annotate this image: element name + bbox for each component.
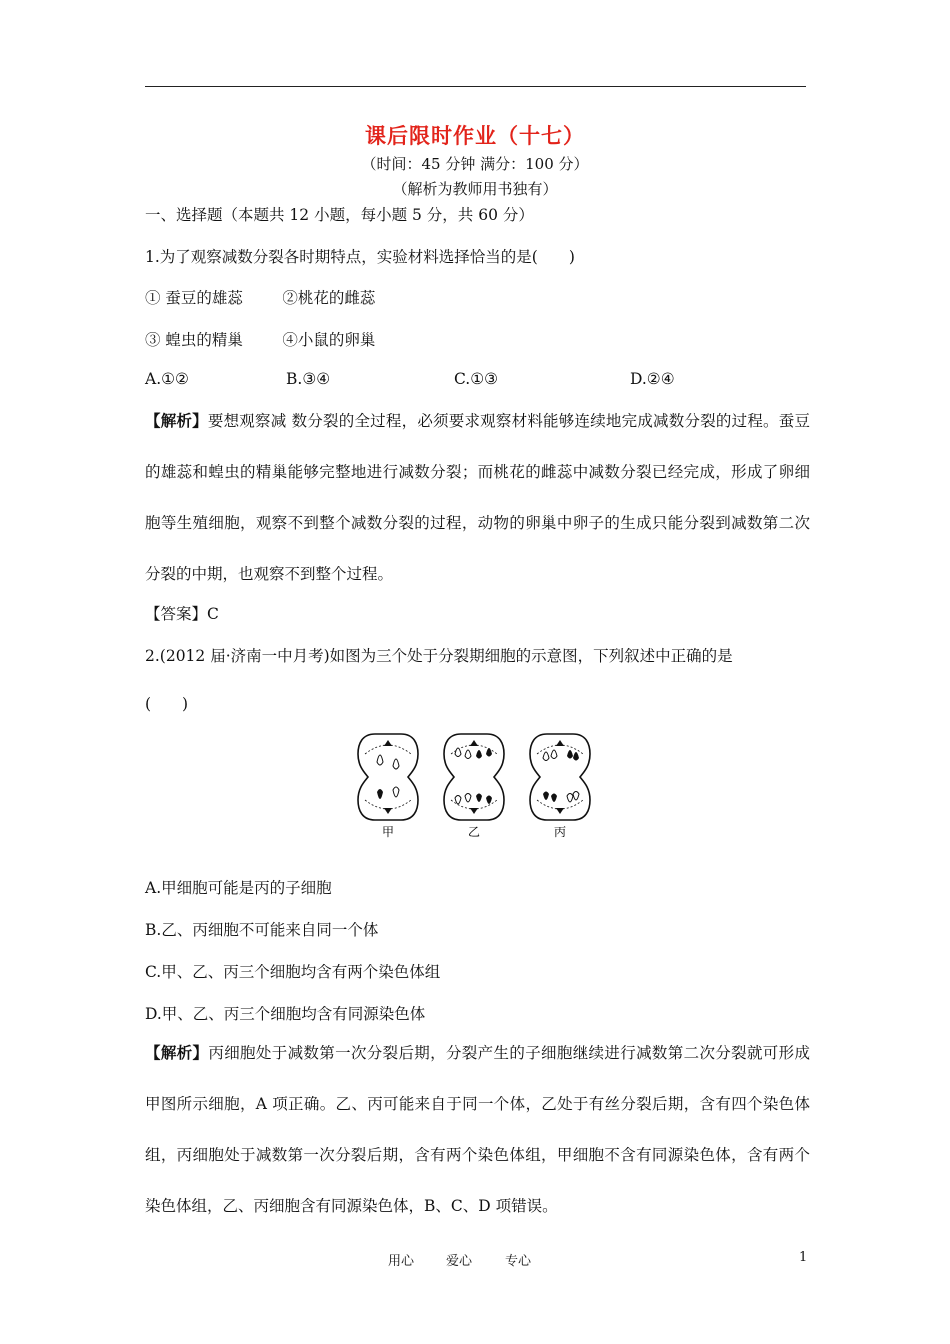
question-1-items-row-2: ③ 蝗虫的精巢 ④小鼠的卵巢 — [145, 331, 376, 349]
footer-motto-3: 专心 — [505, 1254, 532, 1269]
question-2-option-d: D.甲、乙、丙三个细胞均含有同源染色体 — [145, 1005, 426, 1023]
figure-label-jia: 甲 — [381, 825, 395, 839]
cell-division-figure — [355, 728, 595, 840]
question-2-option-b: B.乙、丙细胞不可能来自同一个体 — [145, 921, 379, 939]
footer-motto-1: 用心 — [388, 1254, 415, 1269]
footer-motto-2: 爱心 — [446, 1254, 473, 1269]
question-2-analysis — [145, 1027, 810, 1232]
question-1-answer: 【答案】C — [145, 605, 219, 623]
cell-jia — [358, 734, 418, 820]
question-1-option-d: D.②④ — [630, 370, 675, 388]
question-2-stem-bracket: ( ) — [145, 695, 189, 713]
question-1-option-c: C.①③ — [454, 370, 499, 388]
question-1-option-b: B.③④ — [286, 370, 331, 388]
question-1-analysis — [145, 395, 810, 600]
question-2-option-a: A.甲细胞可能是丙的子细胞 — [145, 879, 332, 897]
cell-yi — [444, 734, 504, 820]
question-2-stem: 2.(2012 届·济南一中月考)如图为三个处于分裂期细胞的示意图，下列叙述中正确的是 — [145, 647, 733, 665]
analysis-label: 【解析】 — [145, 411, 208, 430]
analysis-text: 丙细胞处于减数第一次分裂后期，分裂产生的子细胞继续进行减数第二次分裂就可形成甲图所示细胞，A 项正确。乙、丙可能来自于同一个体，乙处于有丝分裂后期，含有四个染色体组，丙细胞处于减数第一次分裂后期，含有两个染色体组，甲细胞不含有同源染色体，含有两个染色体组，乙、丙细胞含有同源染色体，B、C、D 项错误。 — [145, 1044, 810, 1215]
question-1-items-row-1: ① 蚕豆的雄蕊 ②桃花的雌蕊 — [145, 289, 376, 307]
analysis-text: 要想观察减 数分裂的全过程，必须要求观察材料能够连续地完成减数分裂的过程。蚕豆的雄蕊和蝗虫的精巢能够完整地进行减数分裂；而桃花的雌蕊中减数分裂已经完成，形成了卵细胞等生殖细胞，观察不到整个减数分裂的过程，动物的卵巢中卵子的生成只能分裂到减数第二次分裂的中期，也观察不到整个过程。 — [145, 412, 810, 583]
time-score-line: （时间：45 分钟 满分：100 分） — [361, 155, 589, 173]
question-2-option-c: C.甲、乙、丙三个细胞均含有两个染色体组 — [145, 963, 441, 981]
figure-label-bing: 丙 — [553, 825, 567, 839]
question-1-option-a: A.①② — [145, 370, 189, 388]
cell-bing — [530, 734, 590, 820]
page-title: 课后限时作业（十七） — [365, 123, 585, 148]
teacher-note: （解析为教师用书独有） — [392, 180, 558, 198]
header-rule — [145, 86, 806, 87]
section-heading: 一、选择题（本题共 12 小题，每小题 5 分，共 60 分） — [145, 206, 534, 224]
analysis-label: 【解析】 — [145, 1043, 209, 1062]
figure-label-yi: 乙 — [467, 825, 481, 839]
page-number: 1 — [799, 1250, 808, 1265]
question-1-stem: 1.为了观察减数分裂各时期特点，实验材料选择恰当的是( ) — [145, 248, 575, 266]
